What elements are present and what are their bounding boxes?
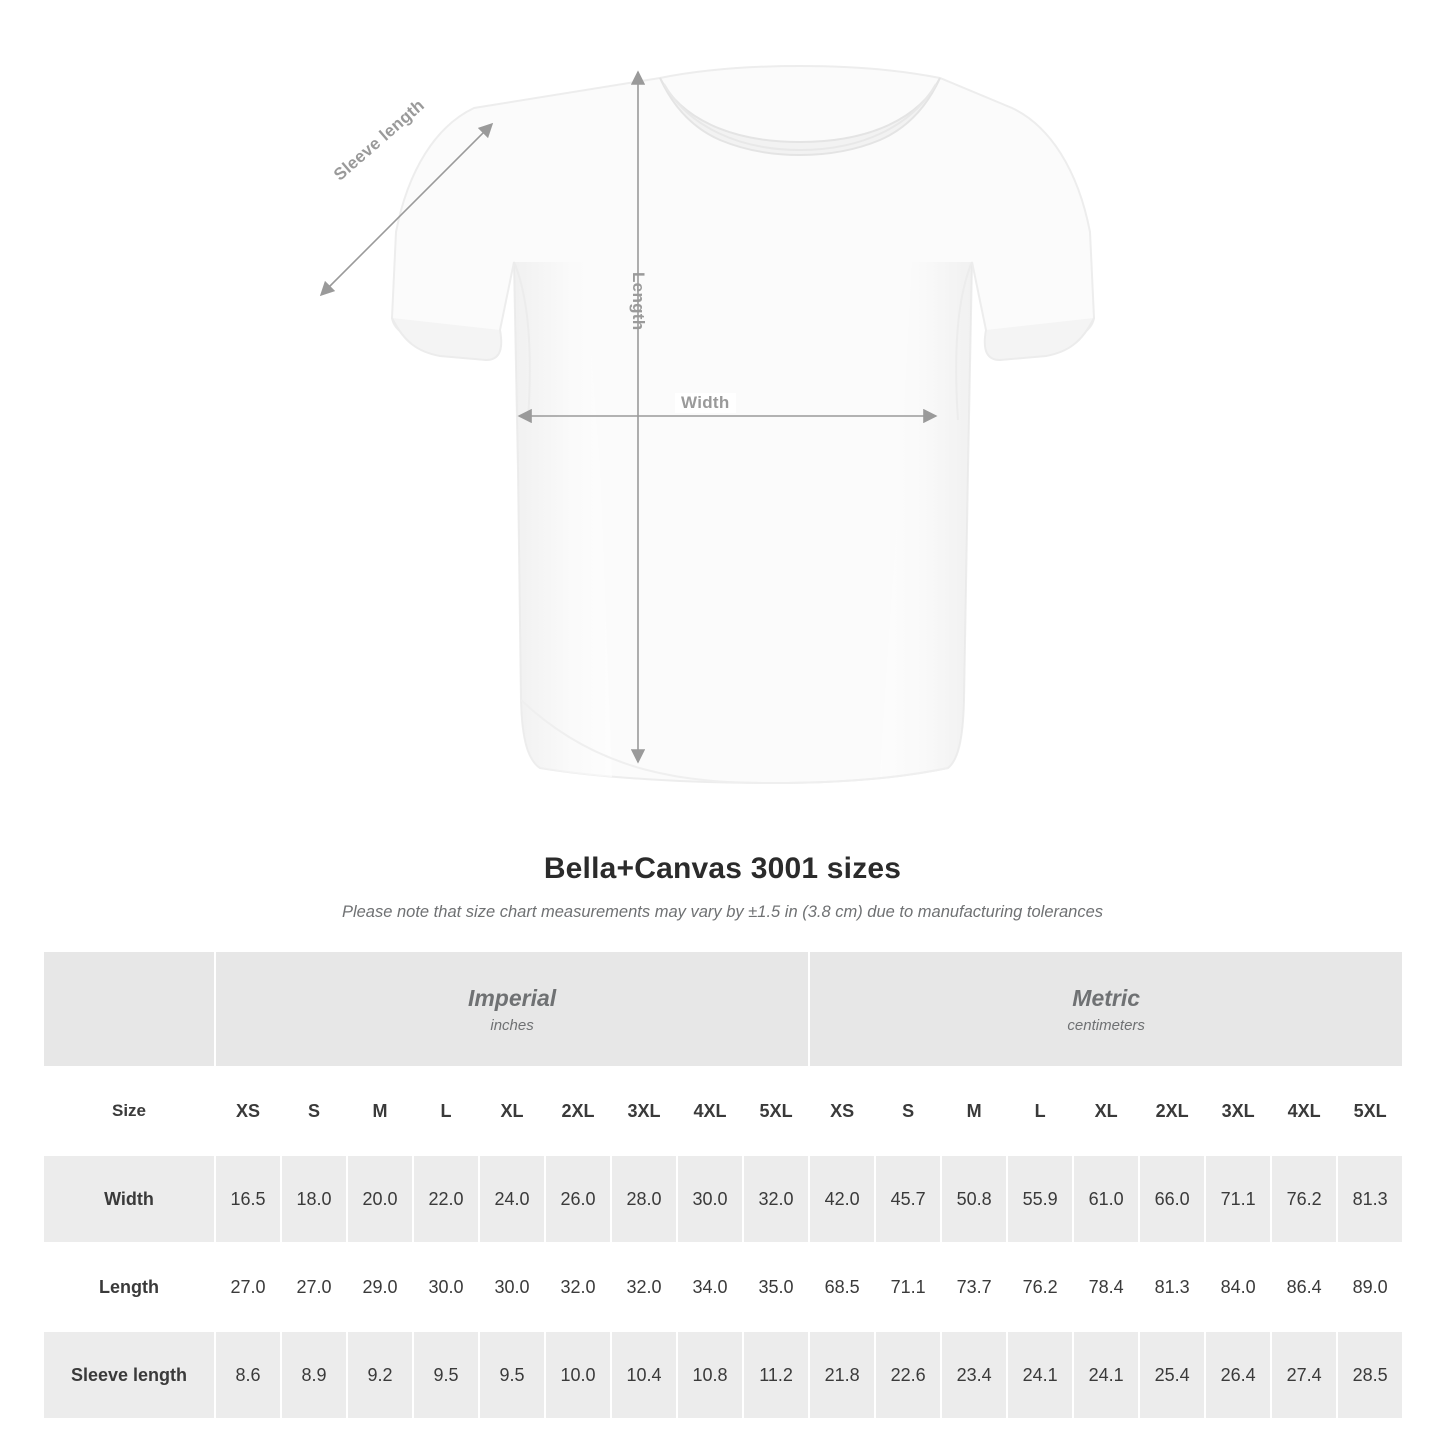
tshirt-shape (392, 66, 1094, 783)
cell: 34.0 (677, 1243, 743, 1331)
width-dimension-label: Width (675, 393, 736, 413)
imperial-title: Imperial (467, 985, 557, 1012)
cell: 22.6 (875, 1331, 941, 1419)
unit-header-row (43, 951, 1403, 1067)
cell: 16.5 (215, 1155, 281, 1243)
size-col-header: 5XL (743, 1067, 809, 1155)
cell: 18.0 (281, 1155, 347, 1243)
size-col-header: XL (1073, 1067, 1139, 1155)
cell: 29.0 (347, 1243, 413, 1331)
size-col-header: M (941, 1067, 1007, 1155)
cell: 28.0 (611, 1155, 677, 1243)
cell: 76.2 (1271, 1155, 1337, 1243)
size-col-header: XS (809, 1067, 875, 1155)
size-col-header: XS (215, 1067, 281, 1155)
cell: 27.0 (215, 1243, 281, 1331)
cell: 68.5 (809, 1243, 875, 1331)
size-col-header: 3XL (1205, 1067, 1271, 1155)
size-col-header: 5XL (1337, 1067, 1403, 1155)
imperial-unit: inches (490, 1016, 534, 1034)
cell: 9.5 (413, 1331, 479, 1419)
page-title: Bella+Canvas 3001 sizes (543, 852, 902, 885)
metric-header (809, 951, 1403, 1067)
size-col-header: L (413, 1067, 479, 1155)
cell: 66.0 (1139, 1155, 1205, 1243)
cell: 26.0 (545, 1155, 611, 1243)
cell: 10.8 (677, 1331, 743, 1419)
cell: 50.8 (941, 1155, 1007, 1243)
size-col-header: 4XL (1271, 1067, 1337, 1155)
cell: 8.6 (215, 1331, 281, 1419)
row-label-sleeve-length: Sleeve length (43, 1331, 215, 1419)
table-row (43, 1243, 1403, 1331)
cell: 76.2 (1007, 1243, 1073, 1331)
cell: 8.9 (281, 1331, 347, 1419)
cell: 10.4 (611, 1331, 677, 1419)
size-chart-table (42, 950, 1404, 1420)
cell: 89.0 (1337, 1243, 1403, 1331)
cell: 10.0 (545, 1331, 611, 1419)
cell: 24.1 (1073, 1331, 1139, 1419)
size-col-header: L (1007, 1067, 1073, 1155)
cell: 86.4 (1271, 1243, 1337, 1331)
cell: 20.0 (347, 1155, 413, 1243)
cell: 28.5 (1337, 1331, 1403, 1419)
cell: 73.7 (941, 1243, 1007, 1331)
cell: 84.0 (1205, 1243, 1271, 1331)
size-col-header: M (347, 1067, 413, 1155)
cell: 35.0 (743, 1243, 809, 1331)
cell: 32.0 (743, 1155, 809, 1243)
size-table-wrapper (42, 950, 1403, 1420)
cell: 21.8 (809, 1331, 875, 1419)
cell: 27.0 (281, 1243, 347, 1331)
size-col-header: 4XL (677, 1067, 743, 1155)
metric-unit: centimeters (1067, 1016, 1145, 1034)
cell: 45.7 (875, 1155, 941, 1243)
cell: 30.0 (479, 1243, 545, 1331)
row-label-width: Width (43, 1155, 215, 1243)
table-row (43, 1155, 1403, 1243)
cell: 42.0 (809, 1155, 875, 1243)
cell: 81.3 (1139, 1243, 1205, 1331)
cell: 23.4 (941, 1331, 1007, 1419)
cell: 78.4 (1073, 1243, 1139, 1331)
cell: 71.1 (875, 1243, 941, 1331)
cell: 30.0 (413, 1243, 479, 1331)
metric-title: Metric (1072, 985, 1141, 1012)
cell: 24.1 (1007, 1331, 1073, 1419)
cell: 9.2 (347, 1331, 413, 1419)
sleeve-length-dimension-label: Sleeve length (330, 95, 429, 185)
cell: 22.0 (413, 1155, 479, 1243)
size-col-header: XL (479, 1067, 545, 1155)
size-col-header: 2XL (1139, 1067, 1205, 1155)
cell: 32.0 (611, 1243, 677, 1331)
cell: 81.3 (1337, 1155, 1403, 1243)
cell: 26.4 (1205, 1331, 1271, 1419)
size-col-header: S (875, 1067, 941, 1155)
row-label-length: Length (43, 1243, 215, 1331)
size-header-row (43, 1067, 1403, 1155)
cell: 27.4 (1271, 1331, 1337, 1419)
tolerance-note: Please note that size chart measurements may vary by ±1.5 in (3.8 cm) due to manufacturing tolerances (341, 903, 1104, 921)
length-dimension-label: Length (629, 272, 648, 331)
cell: 9.5 (479, 1331, 545, 1419)
cell: 30.0 (677, 1155, 743, 1243)
size-col-header: 2XL (545, 1067, 611, 1155)
size-col-header: S (281, 1067, 347, 1155)
cell: 61.0 (1073, 1155, 1139, 1243)
size-col-header: 3XL (611, 1067, 677, 1155)
cell: 11.2 (743, 1331, 809, 1419)
cell: 25.4 (1139, 1331, 1205, 1419)
unit-header-spacer (43, 951, 215, 1067)
cell: 32.0 (545, 1243, 611, 1331)
cell: 24.0 (479, 1155, 545, 1243)
cell: 55.9 (1007, 1155, 1073, 1243)
table-row (43, 1331, 1403, 1419)
cell: 71.1 (1205, 1155, 1271, 1243)
imperial-header (215, 951, 809, 1067)
size-header-label: Size (43, 1067, 215, 1155)
